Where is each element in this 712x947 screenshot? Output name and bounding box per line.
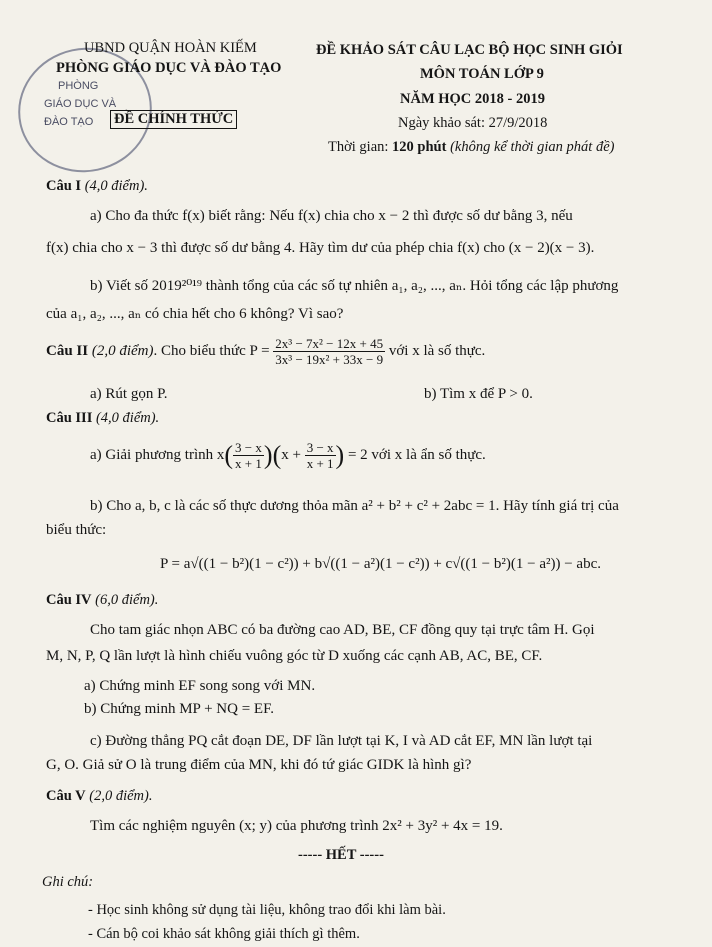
note-1: - Học sinh không sử dụng tài liệu, không trao đổi khi làm bài. — [88, 902, 446, 918]
q3-a-line — [90, 440, 486, 471]
q4-c-line1: c) Đường thẳng PQ cắt đoạn DE, DF lần lượt tại K, I và AD cắt EF, MN lần lượt tại — [90, 733, 593, 749]
q2-fraction — [273, 336, 385, 367]
q2-intro: . Cho biểu thức P = — [153, 342, 270, 359]
q5-heading — [46, 788, 152, 805]
q4-title: Câu IV — [46, 592, 92, 608]
q2-numerator: 2x³ − 7x² − 12x + 45 — [275, 336, 384, 351]
official-label: ĐỀ CHÍNH THỨC — [110, 110, 237, 129]
stamp-line-1: PHÒNG — [58, 80, 99, 92]
q2-points: (2,0 điểm) — [91, 342, 154, 359]
q5-points: (2,0 điểm). — [89, 788, 153, 804]
q3-frac1-den: x + 1 — [235, 456, 262, 471]
q4-a: a) Chứng minh EF song song với MN. — [84, 678, 316, 694]
q1-title: Câu I — [46, 178, 82, 194]
stamp-line-2: GIÁO DỤC VÀ — [44, 98, 117, 110]
q3-fraction-1 — [233, 440, 264, 471]
q3-title: Câu III — [46, 410, 93, 426]
q2-b: b) Tìm x để P > 0. — [424, 386, 533, 402]
q2-line — [46, 336, 485, 367]
q5-text: Tìm các nghiệm nguyên (x; y) của phương trình 2x² + 3y² + 4x = 19. — [90, 818, 503, 834]
note-2: - Cán bộ coi khảo sát không giải thích gì thêm. — [88, 926, 360, 942]
q4-b: b) Chứng minh MP + NQ = EF. — [84, 701, 274, 717]
notes-title: Ghi chú: — [42, 874, 94, 890]
q4-points: (6,0 điểm). — [95, 592, 159, 608]
q4-heading — [46, 592, 158, 609]
q3-paren-close-2: ) — [335, 440, 345, 470]
q1-points: (4,0 điểm). — [84, 178, 148, 194]
q4-line2: M, N, P, Q lần lượt là hình chiếu vuông góc từ D xuống các cạnh AB, AC, BE, CF. — [46, 648, 543, 664]
time-value: 120 phút — [392, 139, 447, 155]
time-label: Thời gian: — [328, 139, 393, 155]
subject-title: MÔN TOÁN LỚP 9 — [420, 66, 544, 82]
q3-b-line1: b) Cho a, b, c là các số thực dương thỏa mãn a² + b² + c² + 2abc = 1. Hãy tính giá trị của — [90, 498, 619, 514]
q3-paren-close-1: ) — [263, 440, 273, 470]
q2-a: a) Rút gọn P. — [90, 386, 168, 402]
q3-formula: P = a√((1 − b²)(1 − c²)) + b√((1 − a²)(1 − c²)) + c√((1 − b²)(1 − a²)) − abc. — [160, 556, 601, 572]
q2-denominator: 3x³ − 19x² + 33x − 9 — [275, 352, 384, 367]
q3-fraction-2 — [305, 440, 336, 471]
q3-a-intro: a) Giải phương trình x — [90, 446, 225, 463]
q1-a-line1: a) Cho đa thức f(x) biết rằng: Nếu f(x) chia cho x − 2 thì được số dư bằng 3, nếu — [90, 208, 573, 224]
school-year: NĂM HỌC 2018 - 2019 — [400, 91, 545, 107]
q1-a-line2: f(x) chia cho x − 3 thì được số dư bằng 4. Hãy tìm dư của phép chia f(x) cho (x − 2)(x − 3). — [46, 240, 595, 256]
exam-time — [328, 139, 614, 156]
department-name: PHÒNG GIÁO DỤC VÀ ĐÀO TẠO — [56, 60, 282, 76]
q2-title: Câu II — [46, 342, 89, 359]
q3-points: (4,0 điểm). — [95, 410, 160, 426]
end-mark: ----- HẾT ----- — [298, 847, 384, 863]
q3-a-mid: x + — [281, 446, 301, 463]
q3-frac2-num: 3 − x — [306, 440, 334, 455]
stamp-line-3: ĐÀO TẠO — [44, 116, 94, 128]
district-name: UBND QUẬN HOÀN KIẾM — [84, 40, 257, 56]
q1-b-line2: của a₁, a₂, ..., aₙ có chia hết cho 6 không? Vì sao? — [46, 306, 344, 322]
q3-heading — [46, 410, 159, 427]
q1-b-line1: b) Viết số 2019²⁰¹⁹ thành tổng của các số tự nhiên a₁, a₂, ..., aₙ. Hỏi tổng các lập phương — [90, 278, 619, 294]
q3-a-end: = 2 với x là ẩn số thực. — [347, 446, 486, 463]
q3-paren-open-2: ( — [272, 440, 282, 470]
q2-after: với x là số thực. — [388, 342, 486, 359]
q5-title: Câu V — [46, 788, 86, 804]
q3-frac2-den: x + 1 — [306, 456, 334, 471]
q3-frac1-num: 3 − x — [235, 440, 262, 455]
q3-paren-open-1: ( — [224, 440, 234, 470]
exam-title: ĐỀ KHẢO SÁT CÂU LẠC BỘ HỌC SINH GIỎI — [316, 42, 623, 58]
exam-date: Ngày khảo sát: 27/9/2018 — [398, 115, 548, 131]
q4-line1: Cho tam giác nhọn ABC có ba đường cao AD, BE, CF đồng quy tại trực tâm H. Gọi — [90, 622, 595, 638]
q1-heading — [46, 178, 148, 195]
q3-b-line2: biểu thức: — [46, 522, 107, 538]
time-note: (không kể thời gian phát đề) — [450, 139, 615, 155]
q4-c-line2: G, O. Giả sử O là trung điểm của MN, khi đó tứ giác GIDK là hình gì? — [46, 757, 472, 773]
